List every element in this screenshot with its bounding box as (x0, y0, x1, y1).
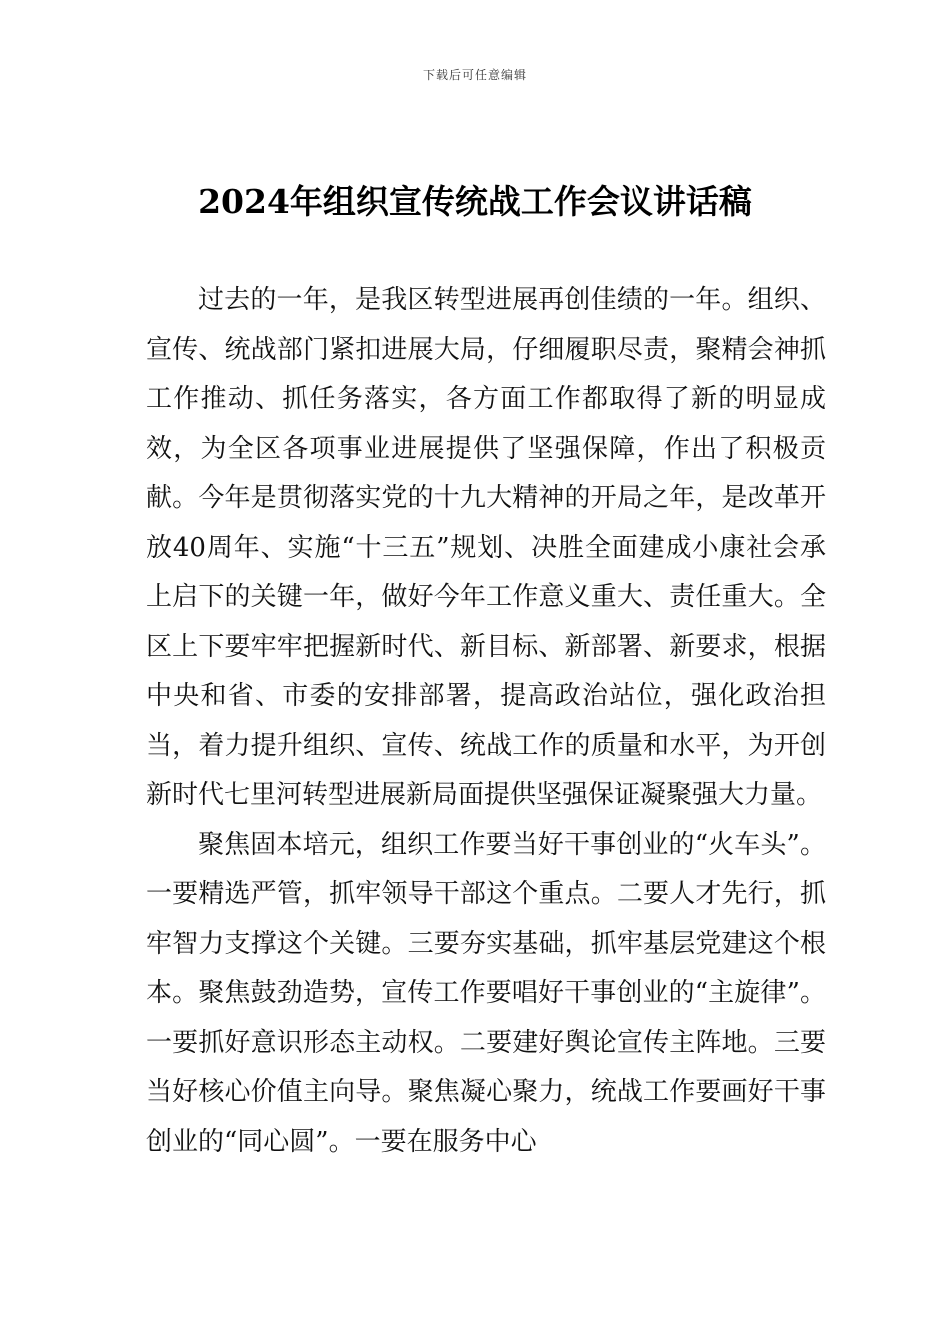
paragraph: 过去的一年，是我区转型进展再创佳绩的一年。组织、宣传、统战部门紧扣进展大局，仔细履职尽责，聚精会神抓工作推动、抓任务落实，各方面工作都取得了新的明显成效，为全区各项事业进展提供了坚强保障，作出了积极贡献。今年是贯彻落实党的十九大精神的开局之年，是改革开放40周年、实施“十三五”规划、决胜全面建成小康社会承上启下的关键一年，做好今年工作意义重大、责任重大。全区上下要牢牢把握新时代、新目标、新部署、新要求，根据中央和省、市委的安排部署，提高政治站位，强化政治担当，着力提升组织、宣传、统战工作的质量和水平，为开创新时代七里河转型进展新局面提供坚强保证凝聚强大力量。 (146, 285, 826, 810)
paragraph: 聚焦固本培元，组织工作要当好干事创业的“火车头”。一要精选严管，抓牢领导干部这个重点。二要人才先行，抓牢智力支撑这个关键。三要夯实基础，抓牢基层党建这个根本。聚焦鼓劲造势，宣传工作要唱好干事创业的“主旋律”。一要抓好意识形态主动权。二要建好舆论宣传主阵地。三要当好核心价值主向导。聚焦凝心聚力，统战工作要画好干事创业的“同心圆”。一要在服务中心 (146, 829, 826, 1157)
header-note: 下载后可任意编辑 (422, 68, 527, 82)
document-title: 2024年组织宣传统战工作会议讲话稿 (198, 182, 752, 221)
document-body (146, 276, 826, 1167)
